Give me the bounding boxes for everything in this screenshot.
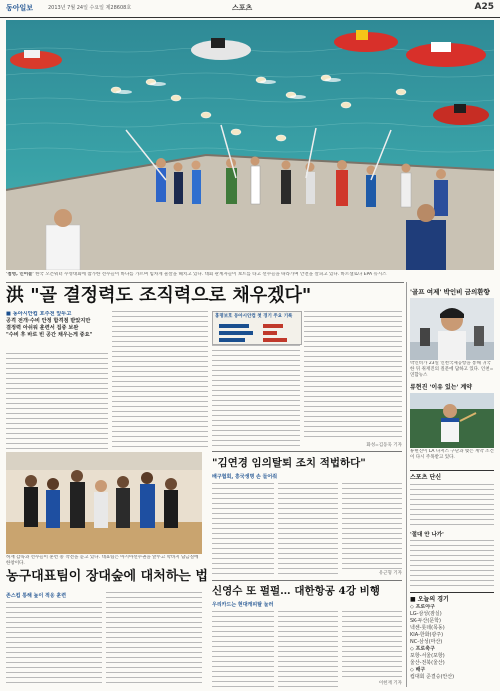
- basketball-col-1: [6, 602, 102, 687]
- main-headline: 洪 "골 결정력도 조직력으로 채우겠다": [6, 285, 312, 306]
- main-article-col-1: [6, 353, 108, 449]
- today-title: ■ 오늘의 경기: [410, 592, 494, 603]
- kim-deck: 배구협회, 흥국생명 손 들어줘: [212, 474, 278, 480]
- short-news-body: [410, 484, 494, 528]
- subhead-line-1: 공격 전개·수비 안정 합격점 받았지만: [6, 318, 91, 324]
- kim-col-1: [212, 483, 274, 576]
- shin-headline: 신영수 또 펄펄… 대한항공 4강 비행: [212, 585, 380, 597]
- page-header: [0, 0, 500, 18]
- quote-body: [410, 540, 494, 588]
- swimming-photo: [6, 20, 494, 270]
- sidebar-divider: [406, 282, 407, 687]
- baseball-photo-image: [410, 393, 494, 448]
- shin-byline: 이헌재 기자: [378, 681, 402, 686]
- main-byline: 화성=김동욱 기자: [366, 443, 402, 448]
- today-item: LG-삼성(잠실): [410, 611, 442, 617]
- today-item: ◇ 배구: [410, 667, 426, 673]
- short-news-title: 스포츠 단신: [410, 470, 494, 481]
- golf-photo-image: [410, 298, 494, 360]
- basketball-deck: 존스컵 통해 높이 적응 훈련: [6, 593, 67, 599]
- baseball-title: 류현진 '이유 있는' 계약: [410, 384, 473, 391]
- swimming-photo-image: [6, 20, 494, 270]
- caption-title: '첨벙, 인어들': [6, 272, 34, 277]
- caption-text: 한국 오픈워터 수영대회에 참가한 선수들이 바다를 가르며 힘차게 물살을 헤치고 있다. 대회 관계자들이 보트를 타고 선수들을 따라가며 안전을 살피고 있다. 바르셀로나 EPA 뉴시스: [35, 272, 387, 277]
- stats-box: [212, 311, 302, 345]
- golf-caption: 박인비가 23일 인천국제공항을 통해 귀국한 뒤 취재진의 질문에 답하고 있다. 인천=연합뉴스: [410, 361, 494, 378]
- shin-col-2: [278, 611, 338, 687]
- today-item: 컵대회 준결승(안산): [410, 674, 455, 680]
- kim-headline: "김연경 임의탈퇴 조치 적법하다": [212, 457, 366, 469]
- baseball-photo: [410, 393, 494, 448]
- section-title: 스포츠: [232, 4, 253, 12]
- basketball-col-2: [106, 592, 202, 687]
- today-item: ◇ 프로축구: [410, 646, 435, 652]
- shin-col-1: [212, 611, 274, 687]
- subhead-line-3: "수비 후 바로 빈 공간 채우는게 중요": [6, 332, 93, 338]
- main-article-col-4: [304, 311, 402, 441]
- page-number: A25: [474, 2, 494, 12]
- today-item: ◇ 프로야구: [410, 604, 435, 610]
- today-item: 포항-서울(포항): [410, 653, 445, 659]
- stats-box-title: 홍명보호 동아시안컵 첫 경기 주요 기록: [215, 314, 293, 319]
- basketball-headline: 농구대표팀이 장대숲에 대처하는 법: [6, 569, 208, 584]
- divider: [212, 451, 402, 452]
- newspaper-name: 동아일보: [6, 4, 34, 12]
- basketball-photo: [6, 452, 202, 554]
- stats-box-graphic: [213, 320, 301, 344]
- today-item: NC-삼성(마산): [410, 639, 443, 645]
- main-deck: ■ 동아시안컵 호주전 앞두고: [6, 311, 72, 317]
- main-article-col-3: [212, 345, 300, 449]
- subhead-line-2: 결정력 아쉬워 훈련서 집중 보완: [6, 325, 79, 331]
- swimming-photo-caption: [6, 272, 494, 280]
- today-list: [410, 604, 494, 688]
- golf-title: '골프 여제' 박인비 금의환향: [410, 288, 490, 296]
- baseball-caption: 류현진이 LA 다저스 구단과 맺은 계약 조건이 다시 주목받고 있다.: [410, 449, 494, 460]
- main-article-col-2: [112, 311, 208, 449]
- date-line: 2013년 7월 24일 수요일 제28608호: [48, 5, 132, 11]
- divider: [212, 580, 402, 581]
- today-item: KIA-한화(광주): [410, 632, 444, 638]
- shin-deck: 우리카드는 현대캐피탈 눌러: [212, 602, 274, 608]
- basketball-photo-image: [6, 452, 202, 554]
- kim-col-3: [342, 483, 402, 569]
- shin-col-3: [342, 611, 402, 679]
- basketball-caption: 허재 감독과 선수들이 훈련 중 작전을 듣고 있다. 대표팀은 아시아선수권을 앞두고 막바지 담금질에 한창이다.: [6, 555, 199, 566]
- today-item: SK-두산(문학): [410, 618, 441, 624]
- today-item: 넥센-롯데(목동): [410, 625, 445, 631]
- kim-byline: 유근형 기자: [378, 571, 402, 576]
- main-deck-block: [6, 311, 108, 351]
- golf-photo: [410, 298, 494, 360]
- kim-col-2: [278, 483, 338, 576]
- divider: [6, 282, 404, 283]
- quote-title: '절대 안 나가': [410, 532, 444, 538]
- today-item: 울산-전북(울산): [410, 660, 445, 666]
